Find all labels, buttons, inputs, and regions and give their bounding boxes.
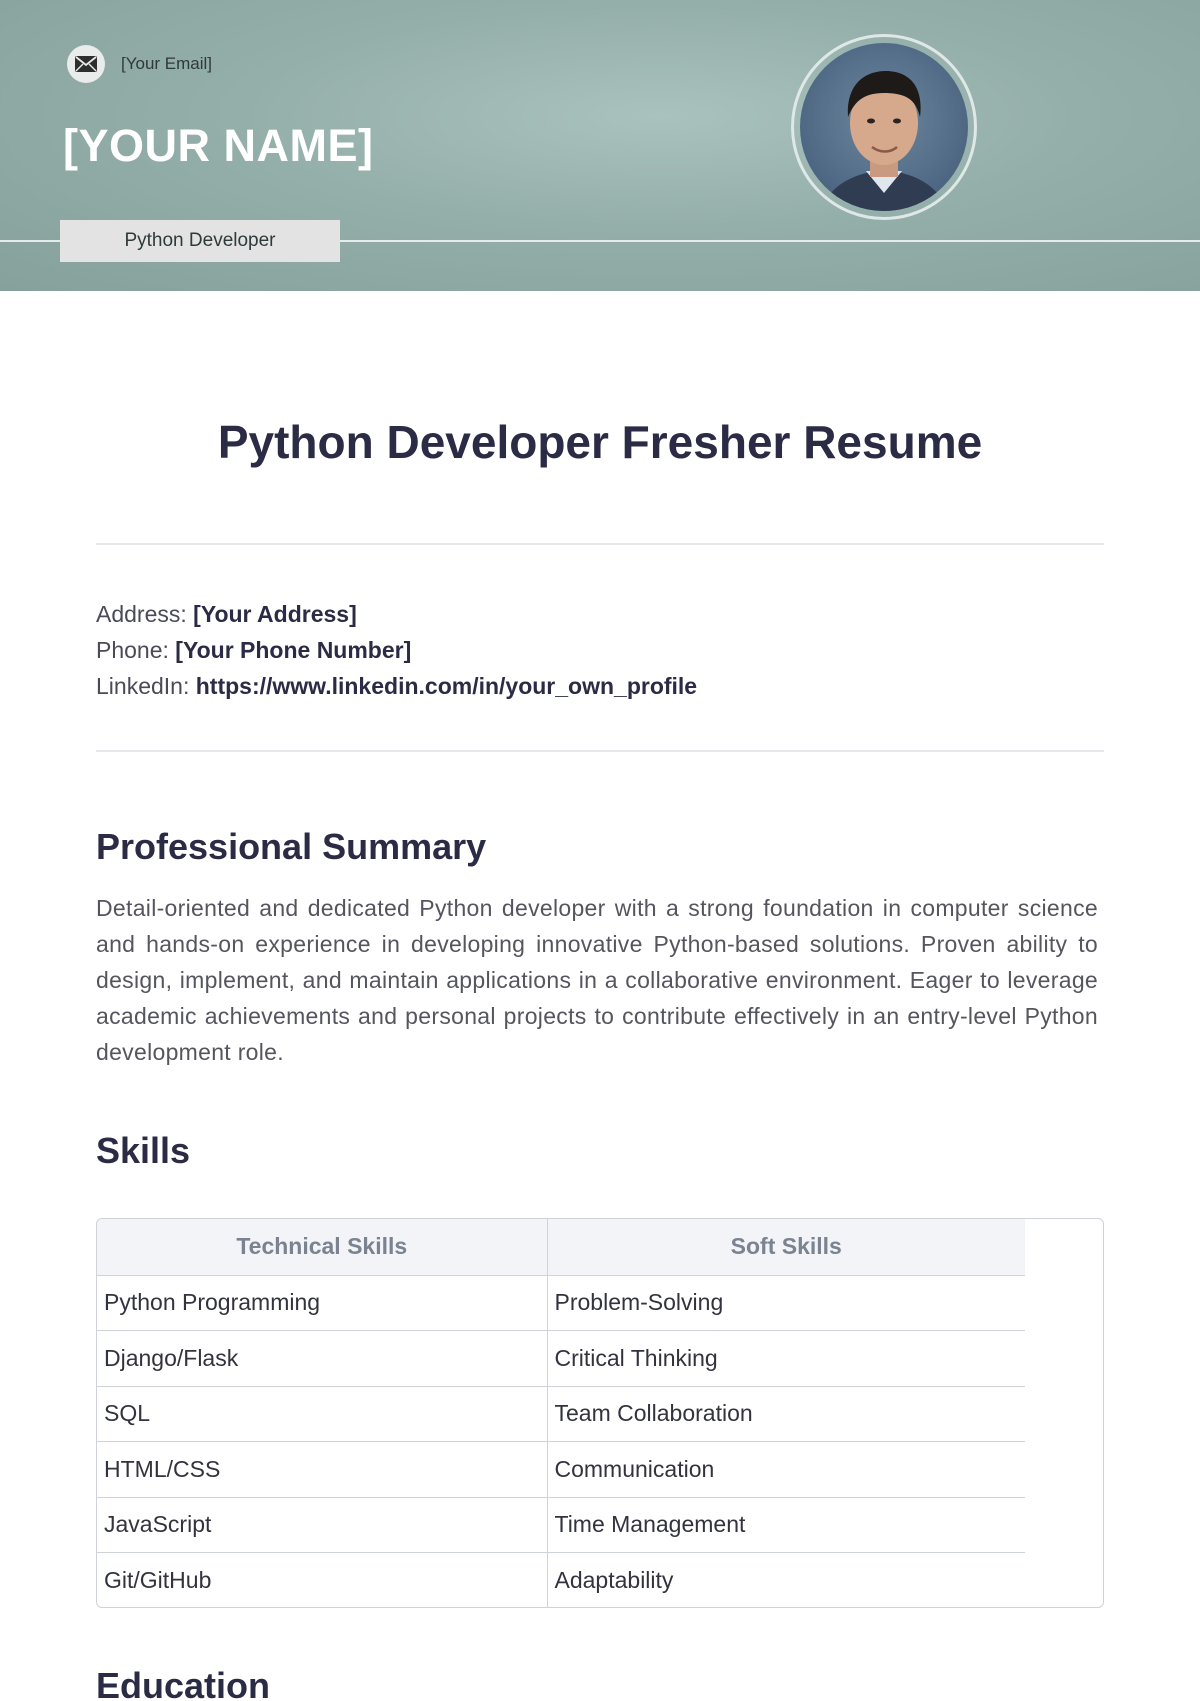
soft-skill: Adaptability xyxy=(554,1567,674,1593)
avatar xyxy=(791,34,977,220)
table-row xyxy=(97,1386,1025,1442)
divider xyxy=(96,543,1104,545)
column-header-technical: Technical Skills xyxy=(97,1219,547,1275)
role-badge xyxy=(60,220,340,262)
email-text: [Your Email] xyxy=(121,54,213,73)
phone-line xyxy=(96,632,697,668)
skills-table xyxy=(96,1218,1104,1608)
technical-skill: JavaScript xyxy=(97,1497,547,1553)
soft-skill: Time Management xyxy=(547,1497,1025,1553)
linkedin-label: LinkedIn: xyxy=(96,673,190,699)
divider xyxy=(96,750,1104,752)
soft-skill: Critical Thinking xyxy=(547,1331,1025,1387)
table-row xyxy=(97,1442,1025,1498)
profile-photo xyxy=(800,43,968,211)
table-row xyxy=(97,1553,1025,1609)
soft-skill: Communication xyxy=(547,1442,1025,1498)
email-row xyxy=(67,45,212,83)
table-row xyxy=(97,1497,1025,1553)
table-row xyxy=(97,1331,1025,1387)
table-row xyxy=(97,1275,1025,1331)
candidate-name: [YOUR NAME] xyxy=(63,120,374,171)
contact-info xyxy=(96,596,697,704)
summary-heading: Professional Summary xyxy=(96,826,487,867)
summary-text: Detail-oriented and dedicated Python developer with a strong foundation in computer science and hands-on experience in developing innovative Python-based solutions. Proven ability to design, implement, and maintain applications in a collaborative environment. Eager to leverage academic achievements and personal projects to contribute effectively in an entry-level Python development role. xyxy=(96,895,1098,1065)
linkedin-value: https://www.linkedin.com/in/your_own_profile xyxy=(195,673,698,699)
page-title: Python Developer Fresher Resume xyxy=(217,416,983,468)
phone-label: Phone: xyxy=(96,637,169,663)
address-line xyxy=(96,596,697,632)
column-header-soft: Soft Skills xyxy=(547,1219,1025,1275)
address-label: Address: xyxy=(96,601,187,627)
technical-skill: HTML/CSS xyxy=(97,1442,547,1498)
technical-skill: SQL xyxy=(97,1386,547,1442)
technical-skill: Git/GitHub xyxy=(97,1553,547,1609)
envelope-icon xyxy=(67,45,105,83)
linkedin-line xyxy=(96,668,697,704)
skills-heading: Skills xyxy=(96,1130,191,1171)
address-value: [Your Address] xyxy=(193,601,357,627)
technical-skill: Python Programming xyxy=(97,1275,547,1331)
technical-skill: Django/Flask xyxy=(97,1331,547,1387)
education-heading: Education xyxy=(96,1665,271,1701)
resume-header xyxy=(0,0,1200,291)
table-header-row xyxy=(97,1219,1025,1275)
phone-value: [Your Phone Number] xyxy=(175,637,412,663)
soft-skill: Team Collaboration xyxy=(547,1386,1025,1442)
soft-skill: Problem-Solving xyxy=(547,1275,1025,1331)
role-label: Python Developer xyxy=(124,230,276,251)
